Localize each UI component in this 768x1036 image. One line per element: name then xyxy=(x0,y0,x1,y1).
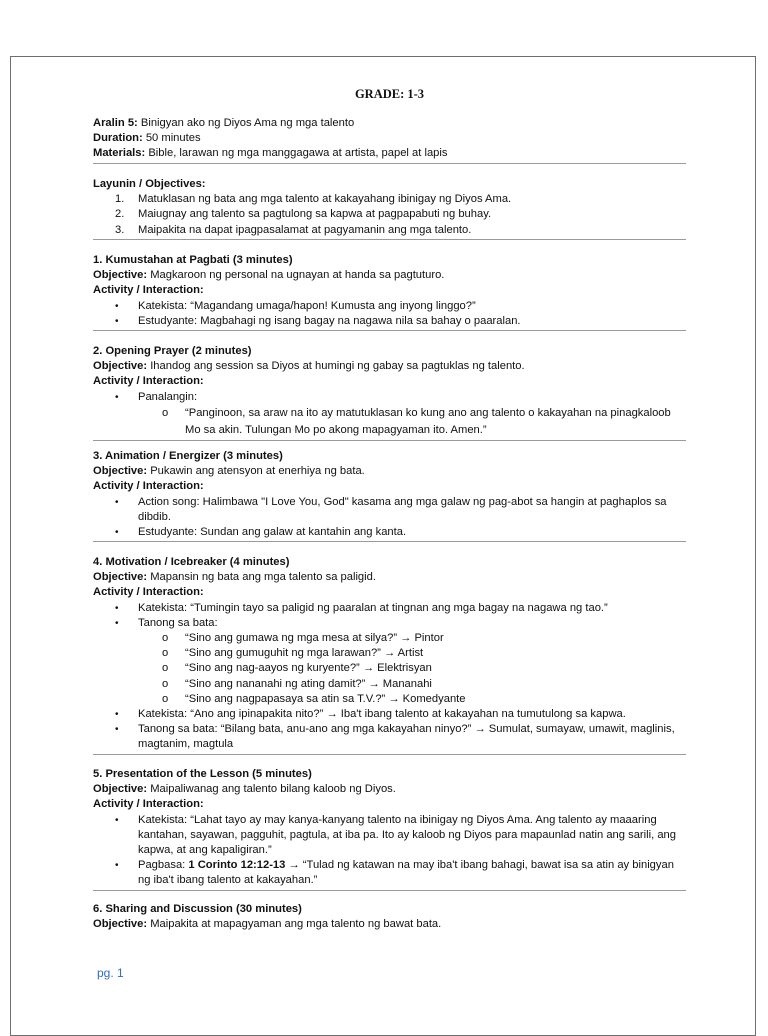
objective-number: 2. xyxy=(115,208,125,221)
reading-label: Pagbasa: xyxy=(138,859,189,872)
bullet-icon: • xyxy=(115,724,119,736)
list-item xyxy=(93,722,686,752)
list-item-text: Katekista: “Ano ang ipinapakita nito?” → Iba't ibang talento at kakayahan na tumutulong sa kapwa. xyxy=(138,708,626,721)
section-heading: 4. Motivation / Icebreaker (4 minutes) xyxy=(93,556,290,568)
section-heading: 3. Animation / Energizer (3 minutes) xyxy=(93,450,283,462)
materials-line xyxy=(93,146,686,161)
list-item-text: Tanong sa bata: “Bilang bata, anu-ano ang mga kakayahan ninyo?” → Sumulat, sumayaw, umawit, maglinis, magtanim, magtula xyxy=(138,723,675,751)
section-objective: Mapansin ng bata ang mga talento sa paligid. xyxy=(147,571,376,584)
list-item xyxy=(93,299,686,314)
bullet-icon: • xyxy=(115,300,119,312)
bullet-icon: • xyxy=(115,617,119,629)
bullet-icon: • xyxy=(115,602,119,614)
list-item-text: Tanong sa bata: xyxy=(138,616,218,629)
activity-label: Activity / Interaction: xyxy=(93,284,204,297)
list-item xyxy=(93,707,686,722)
activity-label: Activity / Interaction: xyxy=(93,480,204,493)
aralin-line xyxy=(93,116,686,131)
sub-list-item xyxy=(93,677,686,692)
bullet-icon: • xyxy=(115,860,119,872)
duration-value: 50 minutes xyxy=(142,132,201,145)
section-heading: 6. Sharing and Discussion (30 minutes) xyxy=(93,903,302,915)
list-item xyxy=(93,813,686,859)
circle-bullet-icon: o xyxy=(162,406,169,419)
section-sharing xyxy=(93,902,686,932)
section-objective: Pukawin ang atensyon at enerhiya ng bata. xyxy=(147,465,365,478)
list-item-text: Action song: Halimbawa "I Love You, God" kasama ang mga galaw ng pag-abot sa hangin at paghaplos sa dibdib. xyxy=(138,495,667,523)
section-kumustahan xyxy=(93,253,686,331)
section-animation xyxy=(93,449,686,542)
list-item-text: Katekista: “Lahat tayo ay may kanya-kanyang talento na ibinigay ng Diyos Ama. Ang talento ay maaaring kantahan, sayawan, pagguhit, pagtula, at iba pa. Ito ay kaloob ng Diyos para mapaunlad natin ang sarili, ang kapwa, at ang kapaligiran.” xyxy=(138,813,676,857)
objectives-section xyxy=(93,177,686,240)
aralin-label: Aralin 5: xyxy=(93,117,138,129)
list-item xyxy=(93,601,686,616)
objective-label: Objective: xyxy=(93,918,148,931)
activity-label: Activity / Interaction: xyxy=(93,798,204,811)
aralin-value: Binigyan ako ng Diyos Ama ng mga talento xyxy=(137,117,355,129)
bible-reference: 1 Corinto 12:12-13 xyxy=(188,859,286,872)
circle-bullet-icon: o xyxy=(162,647,169,660)
list-item xyxy=(93,616,686,631)
objective-label: Objective: xyxy=(93,783,148,796)
list-item xyxy=(93,858,686,888)
lesson-info xyxy=(93,116,686,164)
list-item xyxy=(93,314,686,329)
objective-item xyxy=(93,207,686,222)
objective-label: Objective: xyxy=(93,571,148,584)
list-item-text: Estudyante: Sundan ang galaw at kantahin ang kanta. xyxy=(138,526,407,539)
activity-label: Activity / Interaction: xyxy=(93,586,204,599)
list-item-text: Katekista: “Tumingin tayo sa paligid ng paaralan at tingnan ang mga bagay na nagawa ng tao.” xyxy=(138,601,608,614)
circle-bullet-icon: o xyxy=(162,692,169,705)
section-objective: Maipakita at mapagyaman ang mga talento ng bawat bata. xyxy=(147,918,442,931)
section-heading: 1. Kumustahan at Pagbati (3 minutes) xyxy=(93,254,293,266)
grade-title: GRADE: 1-3 xyxy=(354,87,425,101)
materials-value: Bible, larawan ng mga manggagawa at artista, papel at lapis xyxy=(145,147,448,160)
bullet-icon: • xyxy=(115,315,119,327)
sub-list-item xyxy=(93,692,686,707)
question-text: “Sino ang nananahi ng ating damit?” → Mananahi xyxy=(185,677,432,690)
objective-item xyxy=(93,223,686,238)
objective-label: Objective: xyxy=(93,465,148,478)
sub-list-item xyxy=(93,661,686,676)
circle-bullet-icon: o xyxy=(162,662,169,675)
bullet-icon: • xyxy=(115,496,119,508)
list-item xyxy=(93,390,686,405)
sub-list-item xyxy=(93,646,686,661)
document-page xyxy=(10,56,756,1036)
section-motivation xyxy=(93,555,686,755)
question-text: “Sino ang gumawa ng mga mesa at silya?” → Pintor xyxy=(185,632,444,645)
section-objective: Magkaroon ng personal na ugnayan at handa sa pagtuturo. xyxy=(147,269,445,282)
bullet-icon: • xyxy=(115,814,119,826)
objective-label: Objective: xyxy=(93,360,148,373)
reading-text: → “Tulad ng katawan na may iba't ibang bahagi, bawat isa sa atin ay binigyan ng iba't ibang talento at kakayahan.” xyxy=(138,859,674,887)
list-item xyxy=(93,525,686,540)
section-objective: Maipaliwanag ang talento bilang kaloob ng Diyos. xyxy=(147,783,396,796)
objective-text: Maipakita na dapat ipagpasalamat at pagyamanin ang mga talento. xyxy=(138,223,472,236)
sub-list-item xyxy=(93,631,686,646)
prayer-text: “Panginoon, sa araw na ito ay matutuklasan ko kung ano ang talento o kakayahan na pinagkaloob Mo sa akin. Tulungan Mo po akong mapagyaman ito. Amen.” xyxy=(185,406,671,436)
question-text: “Sino ang nagpapasaya sa atin sa T.V.?” → Komedyante xyxy=(185,692,466,705)
section-opening-prayer xyxy=(93,344,686,441)
list-item-text: Panalangin: xyxy=(138,390,198,403)
section-objective: Ihandog ang session sa Diyos at humingi ng gabay sa pagtuklas ng talento. xyxy=(147,360,525,373)
objective-label: Objective: xyxy=(93,269,148,282)
page-number: pg. 1 xyxy=(97,966,124,980)
bullet-icon: • xyxy=(115,709,119,721)
objectives-heading: Layunin / Objectives: xyxy=(93,178,206,190)
objective-number: 1. xyxy=(115,193,125,206)
bullet-icon: • xyxy=(115,391,119,403)
list-item-text: Katekista: “Magandang umaga/hapon! Kumusta ang inyong linggo?” xyxy=(138,299,476,312)
objective-text: Matuklasan ng bata ang mga talento at kakayahang ibinigay ng Diyos Ama. xyxy=(138,193,512,206)
question-text: “Sino ang nag-aayos ng kuryente?” → Elektrisyan xyxy=(185,662,432,675)
list-item xyxy=(93,495,686,525)
circle-bullet-icon: o xyxy=(162,632,169,645)
circle-bullet-icon: o xyxy=(162,677,169,690)
question-text: “Sino ang gumuguhit ng mga larawan?” → Artist xyxy=(185,647,424,660)
list-item-text: Estudyante: Magbahagi ng isang bagay na nagawa nila sa bahay o paaralan. xyxy=(138,314,521,327)
activity-label: Activity / Interaction: xyxy=(93,375,204,388)
objective-text: Maiugnay ang talento sa pagtulong sa kapwa at pagpapabuti ng buhay. xyxy=(138,208,492,221)
objective-item xyxy=(93,192,686,207)
section-heading: 5. Presentation of the Lesson (5 minutes) xyxy=(93,768,312,780)
materials-label: Materials: xyxy=(93,147,146,160)
duration-line xyxy=(93,131,686,146)
section-heading: 2. Opening Prayer (2 minutes) xyxy=(93,345,252,357)
objective-number: 3. xyxy=(115,223,125,236)
duration-label: Duration: xyxy=(93,132,143,145)
bullet-icon: • xyxy=(115,527,119,539)
section-presentation xyxy=(93,767,686,891)
sub-list-item xyxy=(93,405,686,439)
